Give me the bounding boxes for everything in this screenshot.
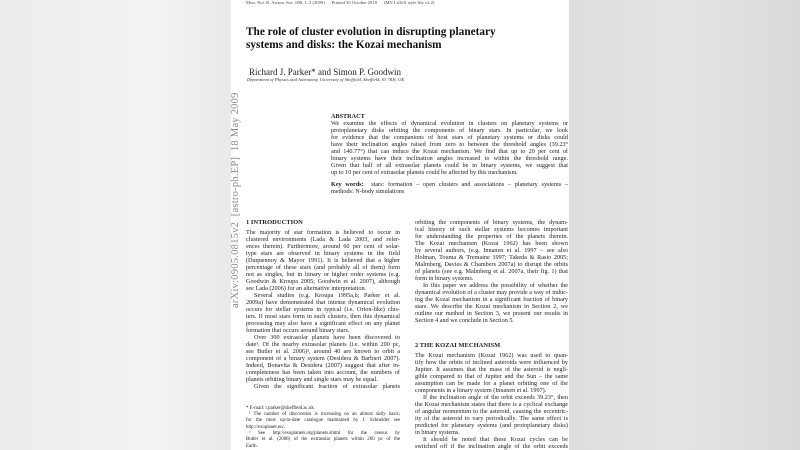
text-line: Given the significant fraction of extrasolar planets [254, 382, 400, 390]
text-line: see Butler et al. 2006)², around 40 are known to orbit a [246, 347, 400, 355]
text-line: the Kozai mechanism states that there is a cyclical exchange [415, 400, 568, 408]
text-line: The Kozai mechanism (Kozai 1962) has been shown [415, 239, 568, 247]
text-line: The majority of star formation is believed to occur in [246, 228, 400, 236]
text-line: date¹. Of the nearby extrasolar planets (i.e. within 200 pc, [246, 340, 400, 348]
text-line: planets orbiting binary and single stars may be equal. [246, 375, 378, 383]
text-line: clustered environments (Lada & Lada 2003, and refer- [246, 235, 400, 243]
text-line: not as singles, but in binary or higher order systems (e.g. [246, 270, 400, 278]
introduction-body [246, 229, 400, 390]
text-line: Holman, Touma & Tremaine 1997; Takeda & Rasio 2005; [415, 253, 568, 261]
text-line: see Lada (2006) for an alternative interpretation. [246, 284, 367, 292]
text-line: Over 300 extrasolar planets have been discovered to [254, 333, 400, 341]
section-heading-kozai: 2 THE KOZAI MECHANISM [415, 341, 501, 349]
text-line: Goodwin & Kroupa 2005; Goodwin et al. 2007), although [246, 277, 400, 285]
footnote-line: Earth. [246, 443, 258, 449]
footnotes [246, 406, 400, 450]
text-line: protoplanetary disks orbiting the components of binary stars. In particular, we look [331, 127, 568, 135]
text-line: by several authors, (e.g. Innanen et al. 1997 – see also [415, 246, 568, 254]
text-line: occurs for stellar systems in typical (i.e. Orion-like) clus- [246, 305, 400, 313]
text-line: stars. We describe the Kozai mechanism in Section 2, we [415, 302, 568, 310]
text-line: ing the Kozai mechanism in a significant fraction of binary [415, 295, 568, 303]
title-line: The role of cluster evolution in disrupting planetary [246, 26, 496, 38]
text-line: In this paper we address the possibility of whether the [423, 281, 568, 289]
style-file: (MN LaTeX style file v2.2) [383, 0, 435, 5]
title-line: systems and disks: the Kozai mechanism [246, 38, 442, 51]
abstract-body [331, 120, 568, 176]
text-line: component of a binary system (Desidera & Barbieri 2007). [246, 354, 400, 362]
text-line: up to 10 per cent of extrasolar planets could be affected by this mechanism. [331, 169, 518, 177]
text-line: tify how the orbits of inclined asteroids were influenced by [415, 358, 568, 366]
text-line: type stars are observed in binary systems in the field [246, 249, 400, 257]
footnote-line: for the most up-to-date catalogue maintained by J. Schneider see [246, 418, 400, 424]
text-line: for evidence that the companions of host stars of planetary systems or disks could [331, 134, 568, 142]
text-line: assumption can be made for a planet orbiting one of the [415, 379, 568, 387]
footnote-line: ¹ The number of discoveries is increasing on an almost daily basis; [249, 412, 400, 418]
text-line: ters. If most stars form in such clusters, then this dynamical [246, 312, 400, 320]
text-line: Jupiter. It assumes that the mass of the asteroid is negli- [415, 365, 568, 373]
text-line: We examine the effects of dynamical evolution in clusters on planetary systems or [331, 120, 568, 127]
keywords-line: stars: formation – open clusters and associations – planetary systems – [371, 180, 568, 188]
printed-date: Printed 30 October 2018 [331, 0, 377, 5]
text-line: ity of the asteroid to vary periodically. The same effect is [415, 414, 568, 422]
text-line: outline our method in Section 3, we present our results in [415, 309, 568, 317]
footnote-line: * E-mail: r.parker@sheffield.ac.uk [246, 405, 314, 411]
keywords-line: methods: N-body simulations [331, 187, 405, 195]
text-line: of angular momentum to the asteroid, causing the eccentric- [415, 407, 568, 415]
text-line: dynamical evolution of a cluster may provide a way of induc- [415, 288, 568, 296]
running-header [246, 0, 434, 6]
paper-title [246, 26, 566, 51]
text-line: form in binary systems. [415, 274, 474, 282]
section-heading-introduction: 1 INTRODUCTION [246, 218, 303, 226]
text-line: ical history of such stellar systems becomes important [415, 225, 568, 233]
text-line: percentage of these stars (and probably all of them) form [246, 263, 400, 271]
text-line: switched off if the inclination angle of the orbit exceeds [415, 442, 568, 450]
text-line: and 140.77°) that can induce the Kozai mechanism. We find that up to 20 per cent of [331, 148, 568, 156]
text-line: Malmberg, Davies & Chambers 2007a) to disrupt the orbits [415, 260, 568, 268]
text-line: predicted for planetary systems (and protoplanetary disks) [415, 421, 568, 429]
text-line: binary systems have their inclination angles increased to within the threshold range. [331, 155, 568, 163]
text-line: Section 4 and we conclude in Section 5. [415, 316, 514, 324]
text-line: components in a binary system (Innanen et al. 1997). [415, 386, 547, 394]
text-line: formation that occurs around binary stars. [246, 326, 350, 334]
text-line: gible compared to that of Jupiter and the Sun – the same [415, 372, 568, 380]
arxiv-stamp: arXiv:0905.0815v2 [astro-ph.EP] 18 May 2009 [230, 92, 241, 308]
text-line: (Duquennoy & Mayor 1991). It is believed that a higher [246, 256, 400, 264]
kozai-body [415, 352, 568, 450]
text-line: in binary systems. [415, 428, 460, 436]
keywords-label: Key words: [331, 180, 364, 188]
footnote-line: ² See http://exoplanets.org/planets.shtml for the census by [249, 431, 400, 437]
keywords [331, 181, 568, 195]
footnote-line: Butler et al. (2006) of the extrasolar planets within 200 pc of the [246, 437, 400, 443]
authors: Richard J. Parker* and Simon P. Goodwin [249, 67, 401, 77]
text-line: It should be noted that these Kozai cycles can be [423, 435, 568, 443]
text-line: 2009a) have demonstrated that intense dynamical evolution [246, 298, 400, 306]
text-line: Indeed, Bonavita & Desidera (2007) suggest that after in- [246, 361, 400, 369]
text-line: Given that half of all extrasolar planets could be in binary systems, we suggest that [331, 162, 568, 170]
text-line: ences therein). Furthermore, around 60 per cent of solar- [246, 242, 400, 250]
text-line: for understanding the properties of the planets therein. [415, 232, 568, 240]
introduction-continued [415, 219, 568, 324]
text-line: The Kozai mechanism (Kozai 1962) was used to quan- [415, 351, 568, 359]
abstract-heading: ABSTRACT [331, 113, 365, 120]
text-line: orbiting the components of binary systems, the dynam- [415, 218, 568, 226]
text-line: completeness has been taken into account, the numbers of [246, 368, 400, 376]
journal-citation: Mon. Not. R. Astron. Soc. 000, 1–5 (2009) [246, 0, 325, 5]
text-line: processing may also have a significant effect on any planet [246, 319, 400, 327]
text-line: of planets (see e.g. Malmberg et al. 2007a, their fig. 1) that [415, 267, 568, 275]
footnote-line: http://exoplanet.eu/. [246, 424, 286, 430]
text-line: If the inclination angle of the orbit exceeds 39.23°, then [423, 393, 568, 401]
text-line: Several studies (e.g. Kroupa 1995a,b; Parker et al. [254, 291, 400, 299]
affiliation: Department of Physics and Astronomy, University of Sheffield, Sheffield, S3 7RH, UK [247, 77, 405, 82]
text-line: have their inclination angles raised from zero to between the threshold angles (39.23° [331, 141, 568, 149]
